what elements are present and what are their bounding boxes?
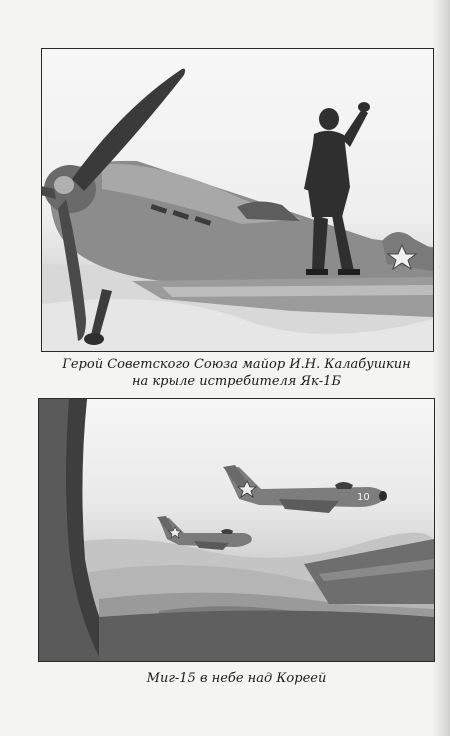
figure-caption-2 [41, 670, 432, 687]
mig-15-number: 10 [357, 492, 370, 503]
figure-caption-1 [41, 356, 432, 390]
photo-mig-15-korea [38, 398, 435, 662]
figure-caption-2-line-1: Миг-15 в небе над Кореей [146, 671, 327, 686]
photo-yak-1b-pilot [41, 48, 434, 352]
photo-yak-1b-pilot-image [42, 49, 433, 351]
figure-caption-1-line-1: Герой Советского Союза майор И.Н. Калабушкин [62, 357, 411, 372]
photo-mig-15-korea-image [39, 399, 434, 661]
figure-caption-1-line-2: на крыле истребителя Як-1Б [131, 374, 342, 389]
